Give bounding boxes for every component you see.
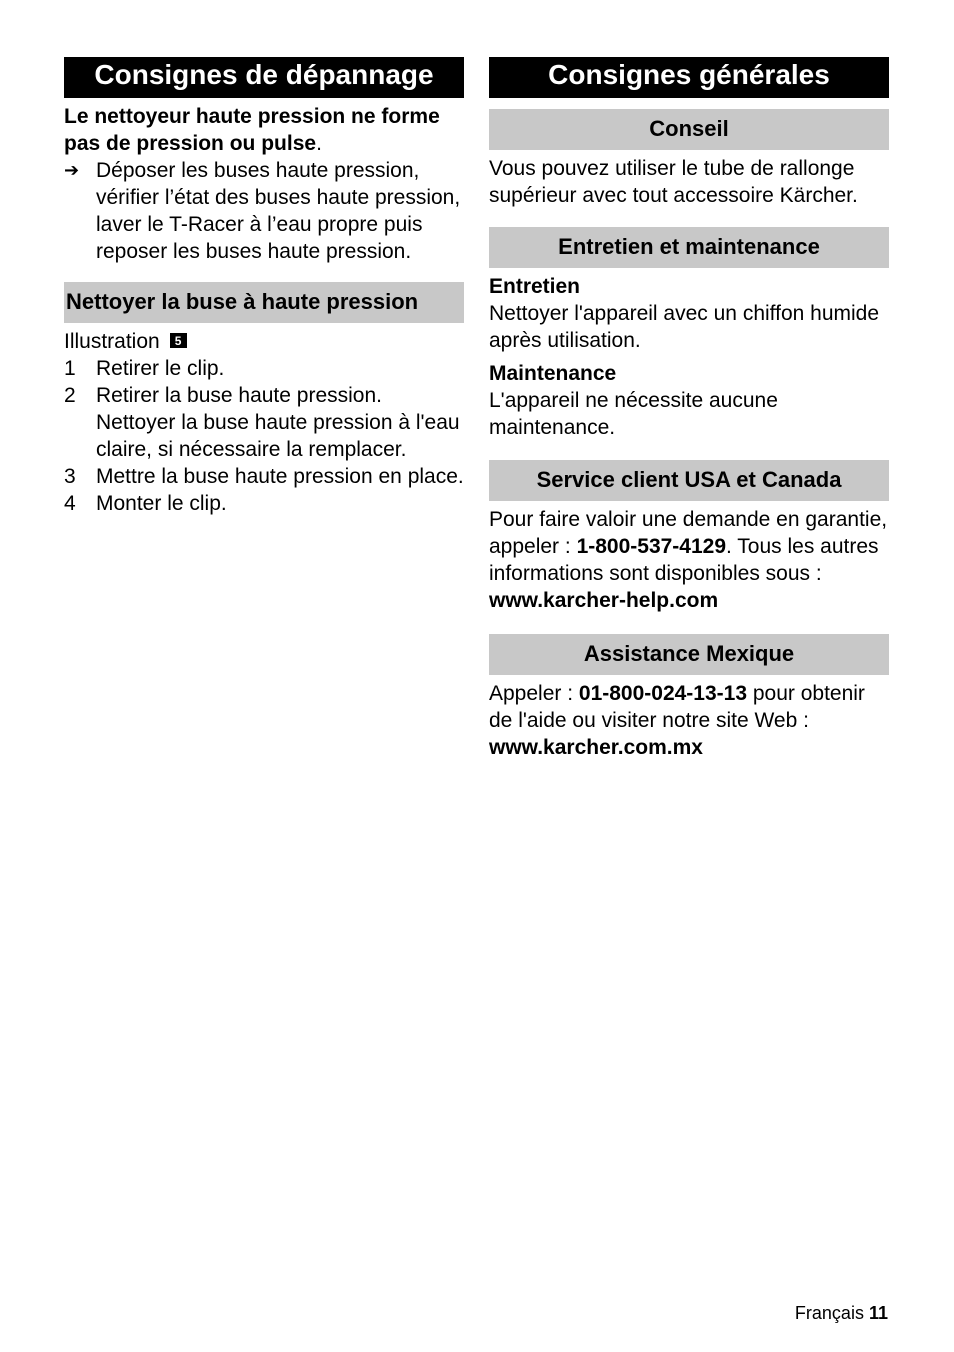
entretien-subtitle: Entretien — [489, 275, 581, 298]
maintenance-subtitle: Maintenance — [489, 362, 617, 385]
mexique-text-pre: Appeler : — [489, 682, 579, 705]
step-item — [64, 382, 464, 463]
page-footer — [795, 1302, 888, 1324]
solution-item — [64, 157, 464, 265]
service-title-text: Service client USA et Canada — [536, 467, 842, 492]
page-number: 11 — [868, 1303, 888, 1323]
step-number: 2 — [64, 384, 76, 407]
solution-text: Déposer les buses haute pression, vérifier l’état des buses haute pression, laver le T-Racer à l’eau propre puis reposer les buses haute pression. — [96, 159, 461, 263]
service-text — [489, 506, 889, 614]
section-title-troubleshooting: Consignes de dépannage — [64, 57, 464, 98]
entretien-text: Nettoyer l'appareil avec un chiffon humide après utilisation. — [489, 302, 880, 352]
footer-language: Français — [794, 1303, 864, 1323]
service-text-mid: . Tous les autres informations sont disponibles sous : — [489, 535, 879, 585]
step-text: Retirer la buse haute pression. Nettoyer la buse haute pression à l'eau claire, si nécessaire la remplacer. — [96, 384, 460, 461]
section-title-mexique: Assistance Mexique — [489, 634, 889, 675]
mexique-url: www.karcher.com.mx — [489, 736, 703, 759]
left-column — [64, 57, 464, 517]
section-title-conseil: Conseil — [489, 109, 889, 150]
mexique-text — [489, 680, 889, 761]
section-title-entretien: Entretien et maintenance — [489, 227, 889, 268]
right-column — [489, 57, 889, 761]
section-title-service-client — [489, 460, 889, 501]
arrow-right-icon: ➔ — [64, 160, 80, 181]
illustration-number-badge: 5 — [170, 333, 187, 348]
problem-statement — [64, 103, 464, 157]
step-item — [64, 490, 464, 517]
step-number: 3 — [64, 465, 76, 488]
step-number: 4 — [64, 492, 76, 515]
maintenance-text: L'appareil ne nécessite aucune maintenance. — [489, 389, 778, 439]
step-text: Monter le clip. — [96, 492, 227, 515]
illustration-ref — [64, 328, 464, 355]
mexique-text-mid: pour obtenir de l'aide ou visiter notre site Web : — [489, 682, 865, 732]
problem-bold: Le nettoyeur haute pression ne forme pas de pression ou pulse — [64, 105, 440, 155]
step-item — [64, 463, 464, 490]
service-phone: 1-800-537-4129 — [576, 535, 727, 558]
mexique-phone: 01-800-024-13-13 — [578, 682, 748, 705]
step-number: 1 — [64, 357, 76, 380]
section-title-general: Consignes générales — [489, 57, 889, 98]
illustration-label: Illustration — [64, 330, 160, 353]
problem-end: . — [316, 132, 322, 155]
conseil-text: Vous pouvez utiliser le tube de rallonge supérieur avec tout accessoire Kärcher. — [489, 157, 858, 207]
step-item — [64, 355, 464, 382]
step-text: Retirer le clip. — [96, 357, 225, 380]
step-text: Mettre la buse haute pression en place. — [96, 465, 464, 488]
service-text-pre: Pour faire valoir une demande en garantie, appeler : — [489, 508, 888, 558]
service-url: www.karcher-help.com — [489, 589, 719, 612]
steps-list — [64, 355, 464, 517]
section-title-clean-nozzle: Nettoyer la buse à haute pression — [64, 282, 464, 323]
